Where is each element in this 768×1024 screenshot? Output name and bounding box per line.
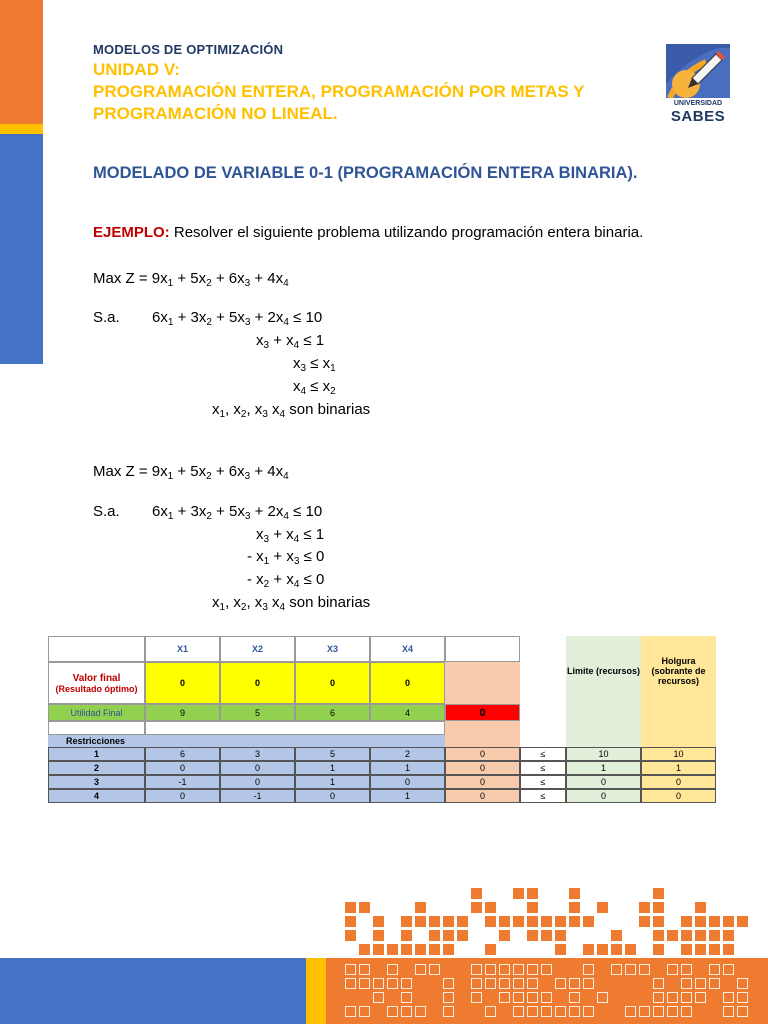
pixel-outline <box>737 978 748 989</box>
pixel-square <box>597 902 608 913</box>
pixel-square <box>709 916 720 927</box>
pixel-outline <box>527 992 538 1003</box>
coef-cell: 3 <box>220 747 295 761</box>
var-header: X4 <box>370 636 445 662</box>
pixel-square <box>513 916 524 927</box>
pixel-square <box>415 944 426 955</box>
pixel-square <box>415 916 426 927</box>
limite-cell: 10 <box>566 747 641 761</box>
sign-cell: ≤ <box>520 747 566 761</box>
constraint: - $x_2 + x_4 \le 0$ <box>247 571 325 590</box>
utilidad-cell: 6 <box>295 704 370 721</box>
left-blue-bar <box>0 134 43 364</box>
pixel-square <box>373 916 384 927</box>
coef-cell: 2 <box>370 747 445 761</box>
pixel-square <box>653 944 664 955</box>
limite-header: Limite (recursos) <box>566 636 641 705</box>
pixel-outline <box>681 978 692 989</box>
subject-to-label: S.a. <box>93 503 120 520</box>
empty-cell <box>145 721 445 735</box>
pixel-square <box>653 888 664 899</box>
unit-title <box>93 59 584 125</box>
constraint: $x_3 + x_4 \le 1$ <box>256 526 325 545</box>
constraint: $x_3 + x_4 \le 1$ <box>256 332 325 351</box>
pixel-outline <box>737 992 748 1003</box>
footer-blue-bar <box>0 958 306 1024</box>
pixel-square <box>555 944 566 955</box>
pixel-outline <box>471 992 482 1003</box>
pixel-outline <box>723 1006 734 1017</box>
pixel-outline <box>541 992 552 1003</box>
pixel-outline <box>653 1006 664 1017</box>
pixel-outline <box>709 978 720 989</box>
utilidad-cell: 5 <box>220 704 295 721</box>
coef-cell: 0 <box>220 761 295 775</box>
pixel-square <box>373 930 384 941</box>
pixel-outline <box>597 992 608 1003</box>
pixel-square <box>345 930 356 941</box>
pixel-square <box>429 916 440 927</box>
row-id: 4 <box>48 789 145 803</box>
pixel-outline <box>723 992 734 1003</box>
pixel-square <box>527 930 538 941</box>
pixel-square <box>345 902 356 913</box>
coef-cell: 0 <box>145 789 220 803</box>
pixel-square <box>359 944 370 955</box>
pixel-square <box>681 930 692 941</box>
pixel-outline <box>401 992 412 1003</box>
var-header: X1 <box>145 636 220 662</box>
row-id: 1 <box>48 747 145 761</box>
pixel-outline <box>513 992 524 1003</box>
objective-function: Max $Z = 9x_1 + 5x_2 + 6x_3 + 4x_4$ <box>93 463 289 482</box>
pixel-square <box>569 916 580 927</box>
pixel-square <box>359 902 370 913</box>
constraint: $6x_1 + 3x_2 + 5x_3 + 2x_4 \le 10$ <box>152 309 323 328</box>
pixel-square <box>569 902 580 913</box>
valor-final-cell[interactable]: 0 <box>220 662 295 704</box>
pixel-square <box>485 916 496 927</box>
empty-cell <box>48 721 145 735</box>
university-logo <box>666 44 730 124</box>
pixel-outline <box>527 978 538 989</box>
objective-function: Max $Z = 9x_1 + 5x_2 + 6x_3 + 4x_4$ <box>93 270 289 289</box>
pixel-square <box>415 902 426 913</box>
pixel-square <box>695 930 706 941</box>
empty-cell <box>445 662 520 704</box>
pixel-outline <box>415 964 426 975</box>
example-text: Resolver el siguiente problema utilizando programación entera binaria. <box>169 224 644 241</box>
pixel-outline <box>443 1006 454 1017</box>
holgura-cell: 1 <box>641 761 716 775</box>
empty-cell <box>641 705 716 747</box>
pixel-outline <box>555 978 566 989</box>
pixel-outline <box>653 978 664 989</box>
pixel-outline <box>345 964 356 975</box>
coef-cell: 0 <box>220 775 295 789</box>
utilidad-label: Utilidad Final <box>48 704 145 721</box>
pixel-outline <box>653 992 664 1003</box>
pixel-square <box>471 888 482 899</box>
var-header: X2 <box>220 636 295 662</box>
pixel-outline <box>611 964 622 975</box>
pixel-square <box>499 916 510 927</box>
binary-condition: $x_1$, $x_2$, $x_3$ $x_4$ son binarias <box>212 401 371 420</box>
pixel-square <box>499 930 510 941</box>
pixel-outline <box>359 978 370 989</box>
pixel-square <box>611 944 622 955</box>
empty-cell <box>445 721 520 747</box>
pixel-outline <box>583 964 594 975</box>
pixel-outline <box>695 992 706 1003</box>
empty-cell <box>445 636 520 662</box>
lhs-cell: 0 <box>445 747 520 761</box>
pixel-square <box>709 944 720 955</box>
coef-cell: 0 <box>295 789 370 803</box>
coef-cell: -1 <box>145 775 220 789</box>
pixel-square <box>681 944 692 955</box>
valor-final-cell[interactable]: 0 <box>370 662 445 704</box>
valor-final-cell[interactable]: 0 <box>145 662 220 704</box>
pixel-outline <box>681 1006 692 1017</box>
holgura-header: Holgura (sobrante de recursos) <box>641 636 716 705</box>
lhs-cell: 0 <box>445 789 520 803</box>
pixel-outline <box>485 1006 496 1017</box>
pixel-square <box>457 930 468 941</box>
pixel-square <box>555 916 566 927</box>
pixel-outline <box>667 1006 678 1017</box>
pixel-square <box>373 944 384 955</box>
unit-title-line: PROGRAMACIÓN ENTERA, PROGRAMACIÓN POR METAS Y <box>93 82 585 101</box>
pixel-square <box>513 888 524 899</box>
pixel-square <box>667 930 678 941</box>
pixel-square <box>485 944 496 955</box>
pixel-square <box>709 930 720 941</box>
pixel-outline <box>625 964 636 975</box>
pixel-outline <box>359 964 370 975</box>
pixel-outline <box>541 1006 552 1017</box>
limite-cell: 1 <box>566 761 641 775</box>
pixel-square <box>443 916 454 927</box>
pixel-outline <box>527 1006 538 1017</box>
pixel-square <box>639 916 650 927</box>
pixel-square <box>555 930 566 941</box>
pixel-square <box>429 930 440 941</box>
pixel-outline <box>513 978 524 989</box>
unit-title-line: UNIDAD V: <box>93 60 180 79</box>
sign-cell: ≤ <box>520 789 566 803</box>
row-id: 3 <box>48 775 145 789</box>
pixel-outline <box>387 1006 398 1017</box>
empty-cell <box>566 705 641 747</box>
pixel-square <box>527 902 538 913</box>
pixel-square <box>653 902 664 913</box>
pixel-square <box>387 944 398 955</box>
constraint: - $x_1 + x_3 \le 0$ <box>247 548 325 567</box>
pixel-outline <box>499 992 510 1003</box>
utilidad-cell: 4 <box>370 704 445 721</box>
pixel-square <box>653 930 664 941</box>
pixel-outline <box>513 964 524 975</box>
coef-cell: 0 <box>145 761 220 775</box>
left-yellow-bar <box>0 124 43 134</box>
pixel-square <box>569 888 580 899</box>
valor-final-cell[interactable]: 0 <box>295 662 370 704</box>
coef-cell: 5 <box>295 747 370 761</box>
pixel-square <box>597 944 608 955</box>
pixel-outline <box>681 964 692 975</box>
valor-final-subtext: (Resultado óptimo) <box>55 683 138 694</box>
pixel-square <box>723 916 734 927</box>
constraint: $x_3 \le x_1$ <box>293 355 336 374</box>
holgura-cell: 0 <box>641 789 716 803</box>
pixel-outline <box>625 1006 636 1017</box>
row-id: 2 <box>48 761 145 775</box>
pixel-outline <box>373 978 384 989</box>
pixel-outline <box>345 978 356 989</box>
coef-cell: 0 <box>370 775 445 789</box>
pixel-outline <box>471 978 482 989</box>
lhs-cell: 0 <box>445 775 520 789</box>
valor-final-text: Valor final <box>72 672 121 684</box>
constraint: $6x_1 + 3x_2 + 5x_3 + 2x_4 \le 10$ <box>152 503 323 522</box>
footer-yellow-bar <box>306 958 326 1024</box>
pixel-square <box>443 944 454 955</box>
pixel-square <box>639 902 650 913</box>
sign-cell: ≤ <box>520 761 566 775</box>
coef-cell: 1 <box>370 789 445 803</box>
pixel-outline <box>555 1006 566 1017</box>
pixel-square <box>429 944 440 955</box>
pixel-outline <box>499 978 510 989</box>
coef-cell: 6 <box>145 747 220 761</box>
pixel-outline <box>345 1006 356 1017</box>
pixel-outline <box>429 964 440 975</box>
unit-title-line: PROGRAMACIÓN NO LINEAL. <box>93 104 338 123</box>
utilidad-cell: 9 <box>145 704 220 721</box>
pixel-outline <box>709 964 720 975</box>
pixel-square <box>695 902 706 913</box>
pixel-outline <box>737 1006 748 1017</box>
pixel-square <box>443 930 454 941</box>
pixel-square <box>737 916 748 927</box>
coef-cell: 1 <box>295 761 370 775</box>
pixel-outline <box>499 964 510 975</box>
var-header: X3 <box>295 636 370 662</box>
pixel-outline <box>401 1006 412 1017</box>
coef-cell: 1 <box>295 775 370 789</box>
coef-cell: -1 <box>220 789 295 803</box>
pixel-outline <box>681 992 692 1003</box>
pixel-square <box>695 916 706 927</box>
pixel-square <box>471 902 482 913</box>
pixel-square <box>681 916 692 927</box>
pixel-outline <box>471 964 482 975</box>
pixel-outline <box>387 964 398 975</box>
limite-cell: 0 <box>566 775 641 789</box>
pixel-square <box>401 944 412 955</box>
pixel-outline <box>485 964 496 975</box>
pixel-square <box>457 916 468 927</box>
section-title: MODELADO DE VARIABLE 0-1 (PROGRAMACIÓN ENTERA BINARIA). <box>93 164 638 182</box>
binary-condition: $x_1$, $x_2$, $x_3$ $x_4$ son binarias <box>212 594 371 613</box>
pixel-outline <box>569 978 580 989</box>
pixel-outline <box>723 964 734 975</box>
pixel-square <box>653 916 664 927</box>
pencil-logo-icon <box>666 44 730 98</box>
pixel-outline <box>443 978 454 989</box>
pixel-square <box>541 916 552 927</box>
example-label: EJEMPLO: <box>93 224 170 241</box>
empty-cell <box>48 636 145 662</box>
restricciones-label: Restricciones <box>48 735 445 747</box>
pixel-square <box>401 930 412 941</box>
pixel-square <box>527 916 538 927</box>
left-orange-bar <box>0 0 43 124</box>
pixel-outline <box>583 1006 594 1017</box>
logo-sabes-text: SABES <box>670 108 726 125</box>
pixel-outline <box>639 1006 650 1017</box>
pixel-square <box>625 944 636 955</box>
pixel-outline <box>569 1006 580 1017</box>
pixel-outline <box>667 964 678 975</box>
course-title: MODELOS DE OPTIMIZACIÓN <box>93 42 284 57</box>
pixel-outline <box>359 1006 370 1017</box>
holgura-cell: 10 <box>641 747 716 761</box>
pixel-square <box>695 944 706 955</box>
pixel-outline <box>667 992 678 1003</box>
pixel-outline <box>695 978 706 989</box>
limite-cell: 0 <box>566 789 641 803</box>
pixel-square <box>583 916 594 927</box>
pixel-outline <box>401 978 412 989</box>
subject-to-label: S.a. <box>93 309 120 326</box>
pixel-square <box>723 944 734 955</box>
pixel-square <box>723 930 734 941</box>
logo-university-text: UNIVERSIDAD <box>673 100 723 107</box>
coef-cell: 1 <box>370 761 445 775</box>
pixel-outline <box>373 992 384 1003</box>
pixel-outline <box>569 992 580 1003</box>
pixel-square <box>611 930 622 941</box>
pixel-outline <box>443 992 454 1003</box>
pixel-outline <box>387 978 398 989</box>
pixel-square <box>541 930 552 941</box>
pixel-square <box>527 888 538 899</box>
valor-final-label <box>48 662 145 704</box>
pixel-outline <box>485 978 496 989</box>
sign-cell: ≤ <box>520 775 566 789</box>
utilidad-total[interactable]: 0 <box>445 704 520 721</box>
constraint: $x_4 \le x_2$ <box>293 378 336 397</box>
pixel-square <box>583 944 594 955</box>
example-statement <box>93 224 643 241</box>
lhs-cell: 0 <box>445 761 520 775</box>
pixel-outline <box>527 964 538 975</box>
holgura-cell: 0 <box>641 775 716 789</box>
pixel-outline <box>639 964 650 975</box>
pixel-square <box>401 916 412 927</box>
pixel-outline <box>513 1006 524 1017</box>
pixel-outline <box>541 964 552 975</box>
pixel-square <box>485 902 496 913</box>
pixel-square <box>345 916 356 927</box>
pixel-outline <box>583 978 594 989</box>
pixel-outline <box>415 1006 426 1017</box>
